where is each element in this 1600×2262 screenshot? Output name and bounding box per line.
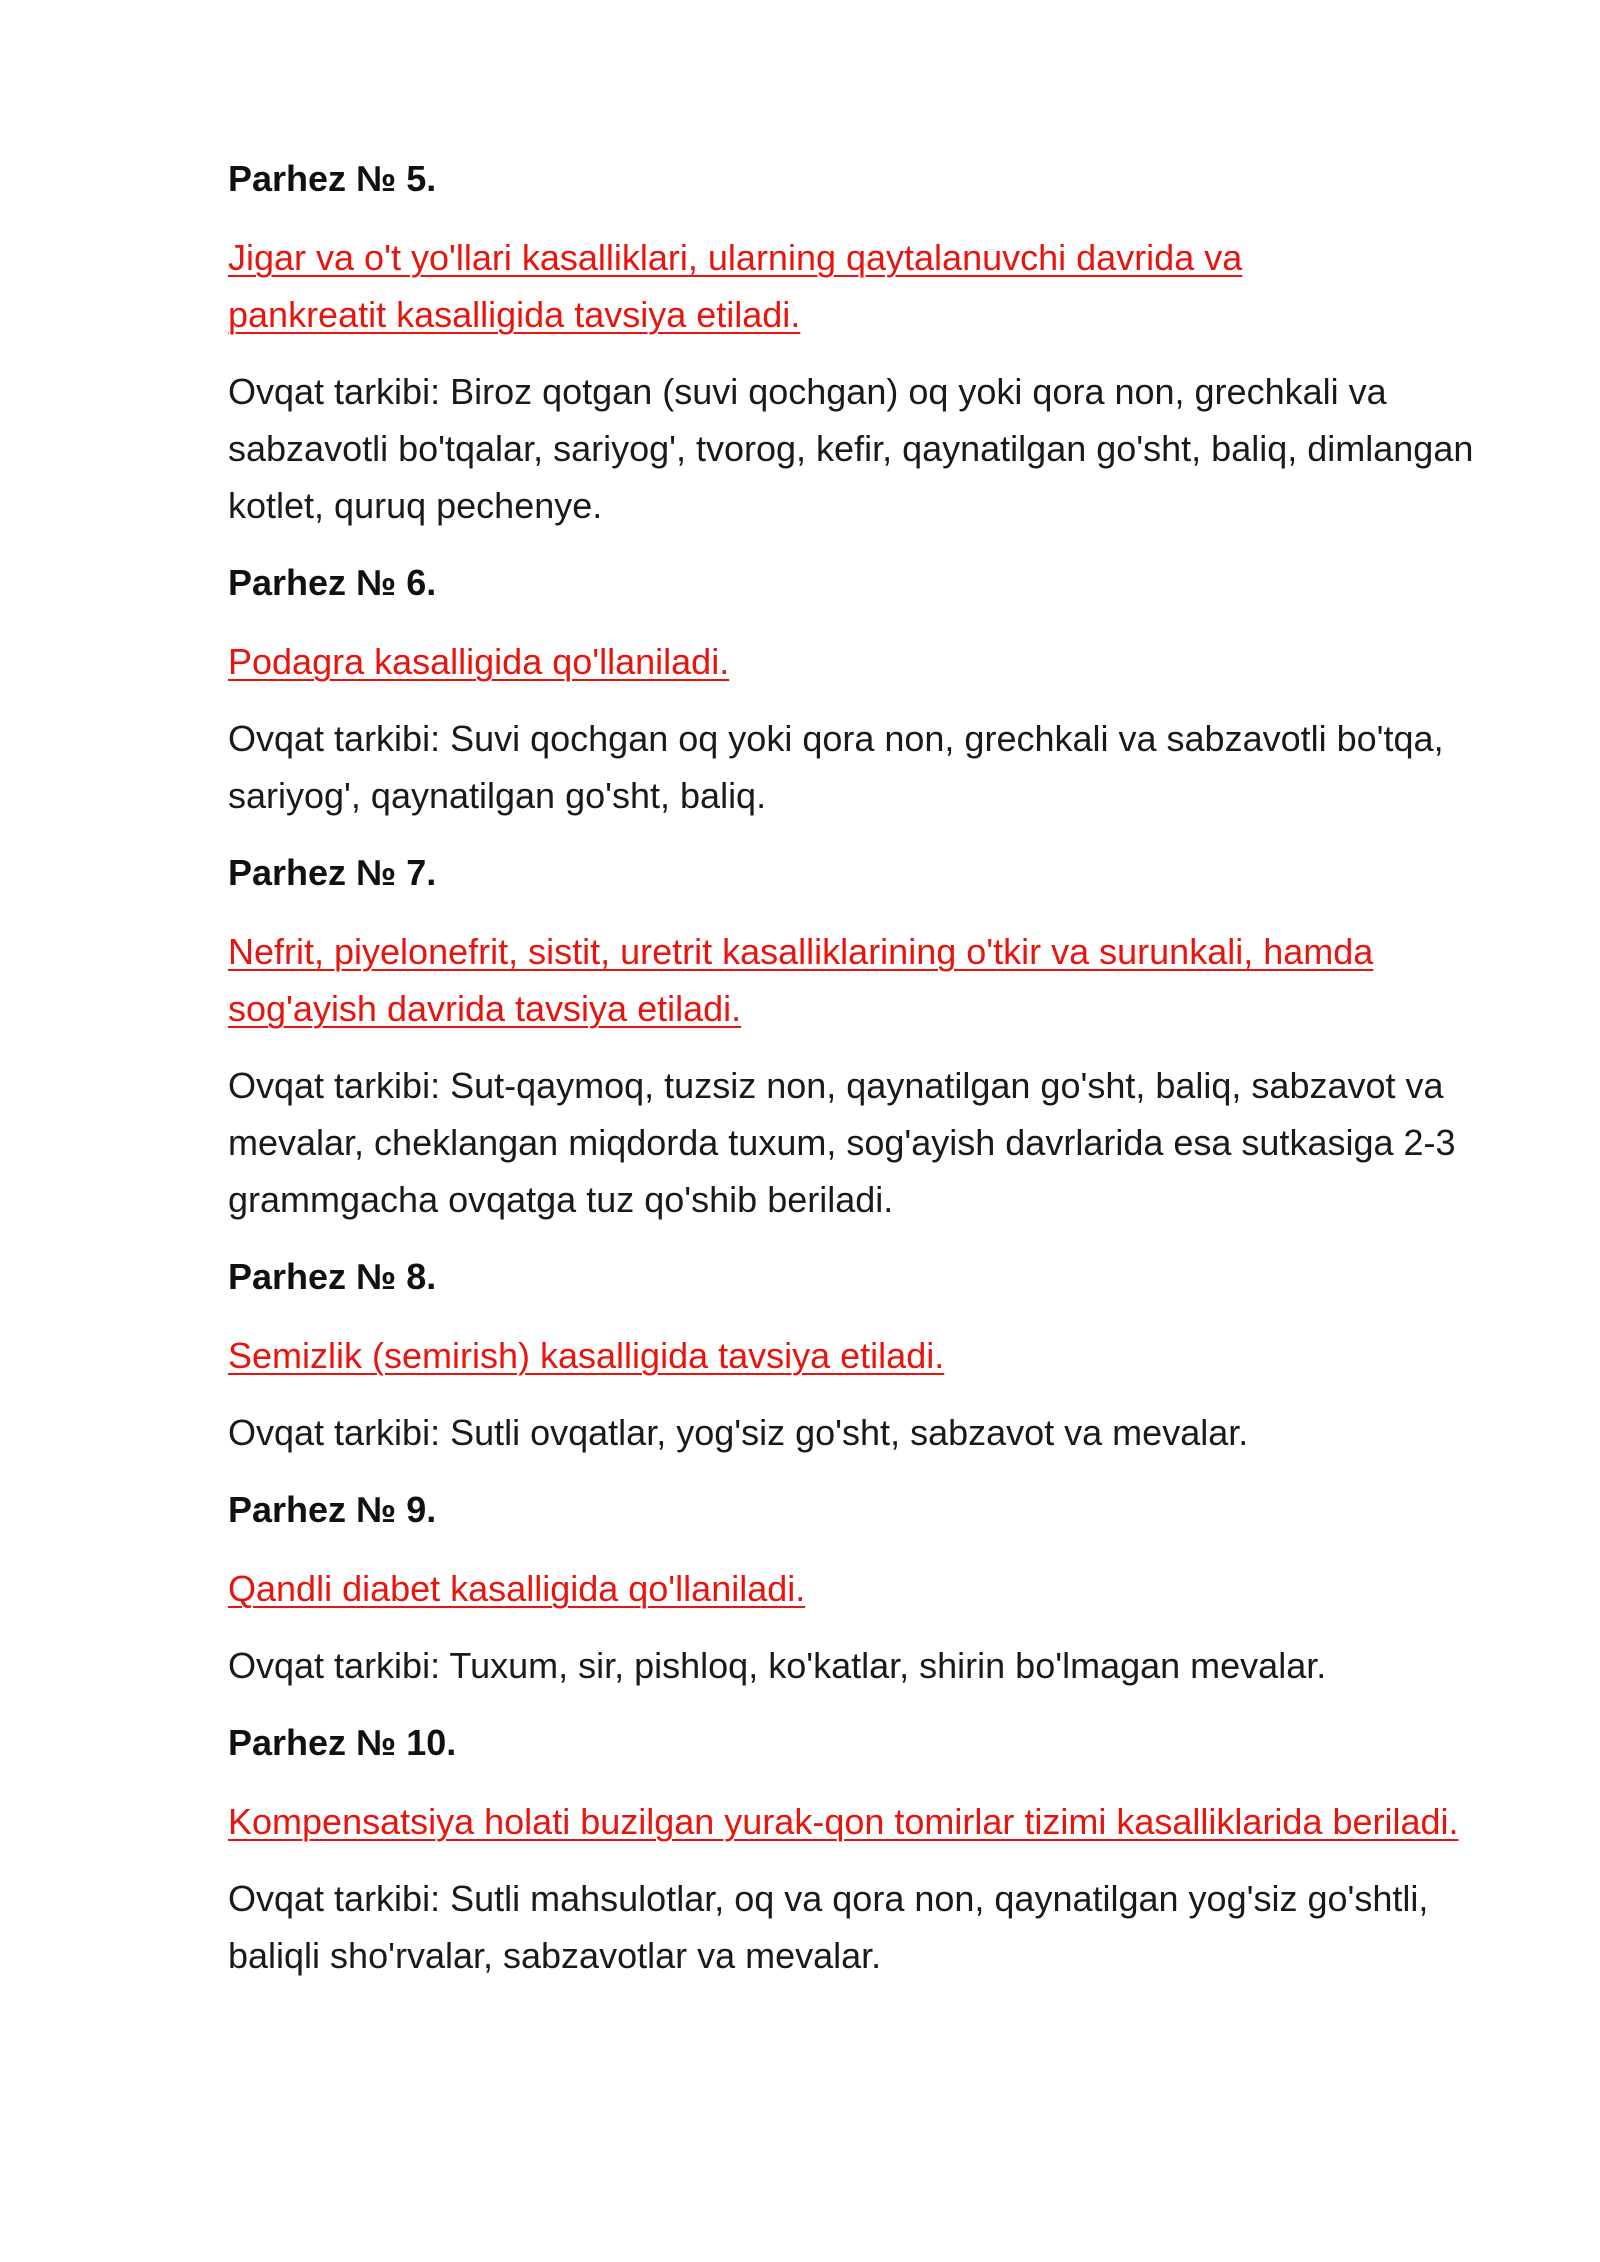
diet-section-8: [228, 1248, 1488, 1461]
document-page: [228, 150, 1488, 2004]
diet-heading: Parhez № 6.: [228, 562, 437, 603]
diet-composition: Ovqat tarkibi: Suvi qochgan oq yoki qora non, grechkali va sabzavotli bo'tqa, sariyog', qaynatilgan go'sht, baliq.: [228, 718, 1444, 816]
diet-indication: Semizlik (semirish) kasalligida tavsiya etiladi.: [228, 1335, 945, 1376]
diet-indication: Kompensatsiya holati buzilgan yurak-qon tomirlar tizimi kasalliklarida beriladi.: [228, 1801, 1459, 1842]
diet-indication: Qandli diabet kasalligida qo'llaniladi.: [228, 1568, 806, 1609]
diet-heading: Parhez № 10.: [228, 1722, 457, 1763]
diet-composition: Ovqat tarkibi: Biroz qotgan (suvi qochgan) oq yoki qora non, grechkali va sabzavotli bo'tqalar, sariyog', tvorog, kefir, qaynatilgan go'sht, baliq, dimlangan kotlet, quruq pechenye.: [228, 371, 1474, 526]
diet-section-10: [228, 1714, 1488, 1984]
diet-composition: Ovqat tarkibi: Tuxum, sir, pishloq, ko'katlar, shirin bo'lmagan mevalar.: [228, 1645, 1327, 1686]
diet-section-9: [228, 1481, 1488, 1694]
diet-indication: Jigar va o't yo'llari kasalliklari, ularning qaytalanuvchi davrida va pankreatit kasalligida tavsiya etiladi.: [228, 237, 1243, 335]
diet-heading: Parhez № 8.: [228, 1256, 437, 1297]
diet-indication: Nefrit, piyelonefrit, sistit, uretrit kasalliklarining o'tkir va surunkali, hamda sog'ayish davrida tavsiya etiladi.: [228, 931, 1374, 1029]
diet-indication: Podagra kasalligida qo'llaniladi.: [228, 641, 730, 682]
diet-heading: Parhez № 5.: [228, 158, 437, 199]
diet-section-5: [228, 150, 1488, 534]
diet-heading: Parhez № 9.: [228, 1489, 437, 1530]
diet-composition: Ovqat tarkibi: Sutli ovqatlar, yog'siz go'sht, sabzavot va mevalar.: [228, 1412, 1249, 1453]
diet-section-6: [228, 554, 1488, 824]
diet-section-7: [228, 844, 1488, 1228]
diet-composition: Ovqat tarkibi: Sutli mahsulotlar, oq va qora non, qaynatilgan yog'siz go'shtli, baliqli sho'rvalar, sabzavotlar va mevalar.: [228, 1878, 1429, 1976]
diet-heading: Parhez № 7.: [228, 852, 437, 893]
diet-composition: Ovqat tarkibi: Sut-qaymoq, tuzsiz non, qaynatilgan go'sht, baliq, sabzavot va mevalar, cheklangan miqdorda tuxum, sog'ayish davrlarida esa sutkasiga 2-3 grammgacha ovqatga tuz qo'shib beriladi.: [228, 1065, 1456, 1220]
